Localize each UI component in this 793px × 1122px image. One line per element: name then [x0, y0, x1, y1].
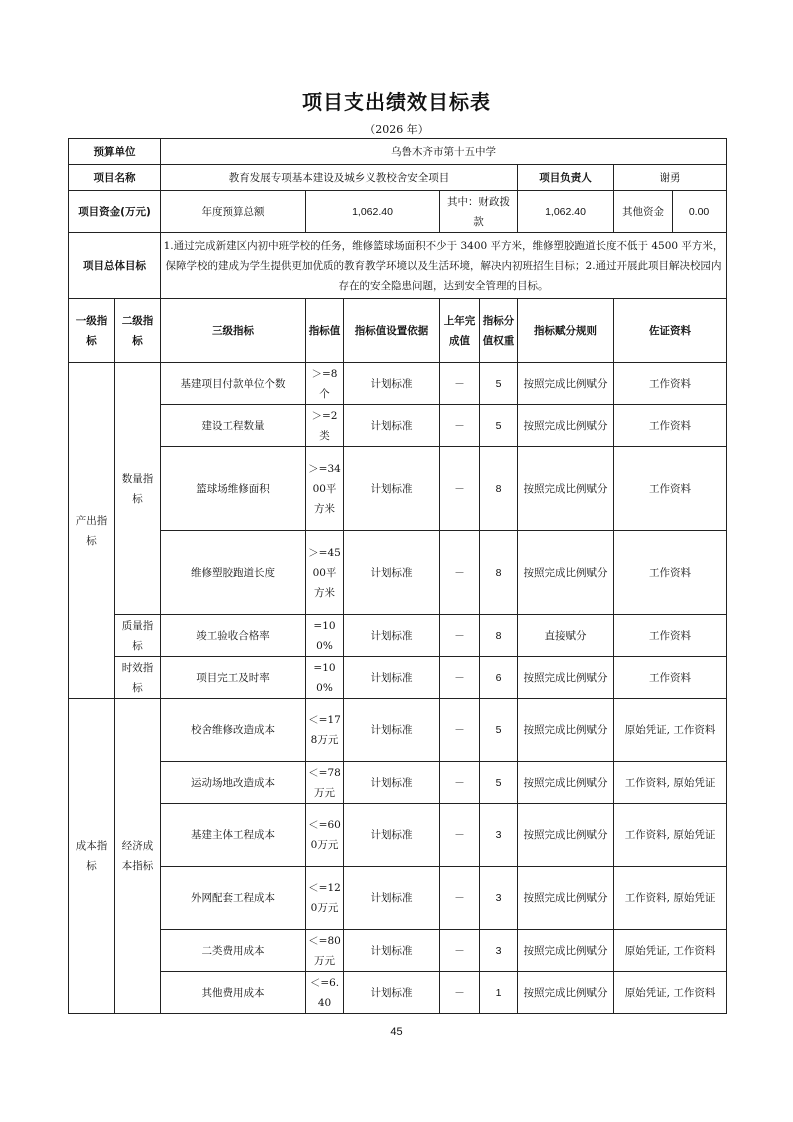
- other-funds-cell: [614, 191, 727, 233]
- row-weight: 3: [480, 804, 518, 867]
- goal-text: 1.通过完成新建区内初中班学校的任务，维修篮球场面积不少于 3400 平方米，维修塑胶跑道长度不低于 4500 平方米，保障学校的建成为学生提供更加优质的教育教学环境以及生活环境，解决内初班招生目标；2.通过开展此项目解决校园内存在的安全隐患问题，达到安全管理的目标。: [161, 233, 727, 299]
- table-row: [69, 363, 727, 405]
- row-basis: 计划标准: [344, 405, 440, 447]
- row-basis: 计划标准: [344, 363, 440, 405]
- row-prev: －: [440, 405, 480, 447]
- row-name: 篮球场维修面积: [161, 447, 306, 531]
- project-leader-label: 项目负责人: [518, 165, 614, 191]
- quantity-indicator-label: 数量指标: [115, 363, 161, 615]
- project-name-label: 项目名称: [69, 165, 161, 191]
- row-prev: －: [440, 762, 480, 804]
- row-prev: －: [440, 531, 480, 615]
- row-evidence: 工作资料: [614, 447, 727, 531]
- col-prev: 上年完成值: [440, 299, 480, 363]
- output-indicator-label: 产出指标: [69, 363, 115, 699]
- row-basis: 计划标准: [344, 972, 440, 1014]
- col-value: 指标值: [306, 299, 344, 363]
- row-prev: －: [440, 972, 480, 1014]
- row-weight: 8: [480, 531, 518, 615]
- row-rule: 按照完成比例赋分: [518, 762, 614, 804]
- row-name: 二类费用成本: [161, 930, 306, 972]
- row-value: ＜=78万元: [306, 762, 344, 804]
- table-row: [69, 699, 727, 762]
- row-value: ＜=6.40: [306, 972, 344, 1014]
- row-prev: －: [440, 804, 480, 867]
- table-row: [69, 867, 727, 930]
- row-value: ＞=3400平方米: [306, 447, 344, 531]
- row-rule: 按照完成比例赋分: [518, 930, 614, 972]
- row-evidence: 工作资料: [614, 657, 727, 699]
- annual-budget-value: 1,062.40: [306, 191, 440, 233]
- row-rule: 按照完成比例赋分: [518, 867, 614, 930]
- row-evidence: 原始凭证, 工作资料: [614, 972, 727, 1014]
- row-value: ＞=2类: [306, 405, 344, 447]
- table-row: [69, 657, 727, 699]
- economic-cost-indicator-label: 经济成本指标: [115, 699, 161, 1014]
- row-basis: 计划标准: [344, 531, 440, 615]
- row-weight: 6: [480, 657, 518, 699]
- performance-target-table: [68, 138, 727, 1014]
- row-weight: 8: [480, 447, 518, 531]
- row-rule: 按照完成比例赋分: [518, 447, 614, 531]
- table-row: [69, 405, 727, 447]
- row-evidence: 工作资料, 原始凭证: [614, 804, 727, 867]
- col-basis: 指标值设置依据: [344, 299, 440, 363]
- col-weight: 指标分值权重: [480, 299, 518, 363]
- cost-indicator-label: 成本指标: [69, 699, 115, 1014]
- funds-label: 项目资金(万元): [69, 191, 161, 233]
- table-row: [69, 615, 727, 657]
- row-basis: 计划标准: [344, 615, 440, 657]
- table-row: [69, 930, 727, 972]
- row-basis: 计划标准: [344, 699, 440, 762]
- other-funds-label: 其他资金: [614, 191, 673, 232]
- row-evidence: 工作资料: [614, 531, 727, 615]
- row-weight: 3: [480, 867, 518, 930]
- fiscal-label: 其中：财政拨款: [440, 191, 518, 233]
- row-weight: 8: [480, 615, 518, 657]
- row-rule: 按照完成比例赋分: [518, 804, 614, 867]
- row-prev: －: [440, 363, 480, 405]
- row-weight: 5: [480, 405, 518, 447]
- row-name: 项目完工及时率: [161, 657, 306, 699]
- row-basis: 计划标准: [344, 867, 440, 930]
- row-weight: 5: [480, 699, 518, 762]
- row-prev: －: [440, 447, 480, 531]
- col-level3: 三级指标: [161, 299, 306, 363]
- row-evidence: 原始凭证, 工作资料: [614, 930, 727, 972]
- row-value: =100%: [306, 657, 344, 699]
- row-basis: 计划标准: [344, 762, 440, 804]
- table-row: [69, 762, 727, 804]
- row-prev: －: [440, 867, 480, 930]
- row-name: 基建主体工程成本: [161, 804, 306, 867]
- table-row: [69, 972, 727, 1014]
- row-rule: 按照完成比例赋分: [518, 363, 614, 405]
- col-evidence: 佐证资料: [614, 299, 727, 363]
- project-name-value: 教育发展专项基本建设及城乡义教校舍安全项目: [161, 165, 518, 191]
- row-rule: 按照完成比例赋分: [518, 405, 614, 447]
- table-row: [69, 531, 727, 615]
- annual-budget-label: 年度预算总额: [161, 191, 306, 233]
- page-number: 45: [390, 1026, 403, 1038]
- row-name: 建设工程数量: [161, 405, 306, 447]
- row-value: ＜=178万元: [306, 699, 344, 762]
- row-rule: 按照完成比例赋分: [518, 531, 614, 615]
- row-name: 维修塑胶跑道长度: [161, 531, 306, 615]
- goal-label: 项目总体目标: [69, 233, 161, 299]
- row-prev: －: [440, 930, 480, 972]
- table-row: [69, 804, 727, 867]
- row-value: ＞=4500平方米: [306, 531, 344, 615]
- row-basis: 计划标准: [344, 930, 440, 972]
- row-name: 校舍维修改造成本: [161, 699, 306, 762]
- row-name: 其他费用成本: [161, 972, 306, 1014]
- row-value: ＜=600万元: [306, 804, 344, 867]
- row-evidence: 工作资料, 原始凭证: [614, 762, 727, 804]
- table-row: [69, 447, 727, 531]
- row-value: =100%: [306, 615, 344, 657]
- budget-unit-label: 预算单位: [69, 139, 161, 165]
- row-basis: 计划标准: [344, 657, 440, 699]
- budget-unit-value: 乌鲁木齐市第十五中学: [161, 139, 727, 165]
- row-evidence: 工作资料, 原始凭证: [614, 867, 727, 930]
- row-evidence: 工作资料: [614, 405, 727, 447]
- quality-indicator-label: 质量指标: [115, 615, 161, 657]
- row-prev: －: [440, 657, 480, 699]
- col-rule: 指标赋分规则: [518, 299, 614, 363]
- row-prev: －: [440, 699, 480, 762]
- row-name: 运动场地改造成本: [161, 762, 306, 804]
- row-rule: 按照完成比例赋分: [518, 657, 614, 699]
- col-level2: 二级指标: [115, 299, 161, 363]
- row-weight: 5: [480, 363, 518, 405]
- col-level1: 一级指标: [69, 299, 115, 363]
- other-funds-value: 0.00: [688, 205, 710, 218]
- page-title: 项目支出绩效目标表: [302, 90, 491, 114]
- project-leader-value: 谢勇: [614, 165, 727, 191]
- row-value: ＜=80万元: [306, 930, 344, 972]
- year-label: （2026 年）: [364, 123, 429, 136]
- row-prev: －: [440, 615, 480, 657]
- row-name: 外网配套工程成本: [161, 867, 306, 930]
- row-rule: 直接赋分: [518, 615, 614, 657]
- row-evidence: 工作资料: [614, 615, 727, 657]
- time-indicator-label: 时效指标: [115, 657, 161, 699]
- row-rule: 按照完成比例赋分: [518, 972, 614, 1014]
- row-value: ＞=8个: [306, 363, 344, 405]
- row-rule: 按照完成比例赋分: [518, 699, 614, 762]
- row-weight: 1: [480, 972, 518, 1014]
- row-weight: 3: [480, 930, 518, 972]
- row-name: 基建项目付款单位个数: [161, 363, 306, 405]
- row-value: ＜=120万元: [306, 867, 344, 930]
- row-evidence: 工作资料: [614, 363, 727, 405]
- row-basis: 计划标准: [344, 447, 440, 531]
- fiscal-value: 1,062.40: [518, 191, 614, 233]
- row-evidence: 原始凭证, 工作资料: [614, 699, 727, 762]
- row-name: 竣工验收合格率: [161, 615, 306, 657]
- row-basis: 计划标准: [344, 804, 440, 867]
- row-weight: 5: [480, 762, 518, 804]
